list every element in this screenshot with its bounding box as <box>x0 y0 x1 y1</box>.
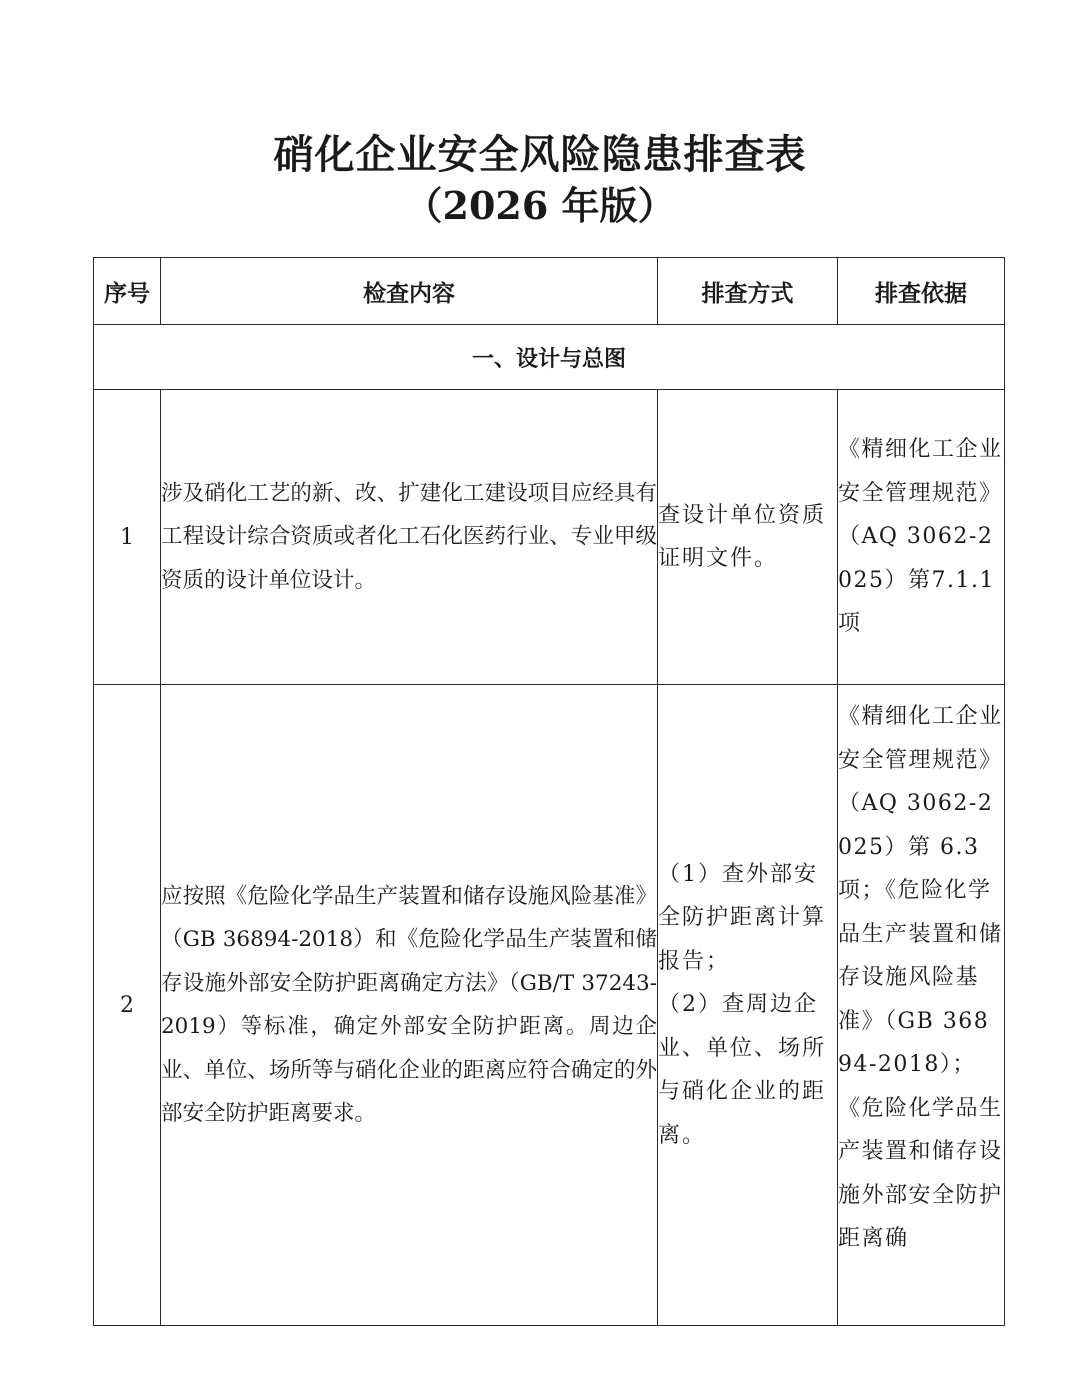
inspection-table <box>93 257 1005 1326</box>
table-header-row <box>94 258 1005 325</box>
section-title: 一、设计与总图 <box>94 325 1005 390</box>
check-content: 涉及硝化工艺的新、改、扩建化工建设项目应经具有工程设计综合资质或者化工石化医药行业、专业甲级资质的设计单位设计。 <box>161 390 658 685</box>
header-method: 排查方式 <box>658 258 838 325</box>
section-row <box>94 325 1005 390</box>
check-method <box>658 685 838 1326</box>
header-basis: 排查依据 <box>838 258 1005 325</box>
check-content: 应按照《危险化学品生产装置和储存设施风险基准》（GB 36894-2018）和《危险化学品生产装置和储存设施外部安全防护距离确定方法》（GB/T 37243-2019）等标准，确定外部安全防护距离。周边企业、单位、场所等与硝化企业的距离应符合确定的外部安全防护距离要求。 <box>161 685 658 1326</box>
method-line: （1）查外部安全防护距离计算报告； <box>658 861 827 974</box>
row-number: 2 <box>94 685 161 1326</box>
table-row <box>94 685 1005 1326</box>
row-number: 1 <box>94 390 161 685</box>
table-row <box>94 390 1005 685</box>
method-line: （2）查周边企业、单位、场所与硝化企业的距离。 <box>658 992 827 1148</box>
check-basis: 《精细化工企业安全管理规范》（AQ 3062-2025）第7.1.1项 <box>838 390 1005 685</box>
header-no: 序号 <box>94 258 161 325</box>
document-title: 硝化企业安全风险隐患排查表 <box>273 131 807 178</box>
header-content: 检查内容 <box>161 258 658 325</box>
check-method: 查设计单位资质证明文件。 <box>658 390 838 685</box>
document-subtitle: （2026 年版） <box>404 183 676 228</box>
check-basis: 《精细化工企业安全管理规范》（AQ 3062-2025）第 6.3 项；《危险化学品生产装置和储存设施风险基准》（GB 36894-2018）；《危险化学品生产装置和储存设施外部安全防护距离确 <box>838 685 1005 1326</box>
